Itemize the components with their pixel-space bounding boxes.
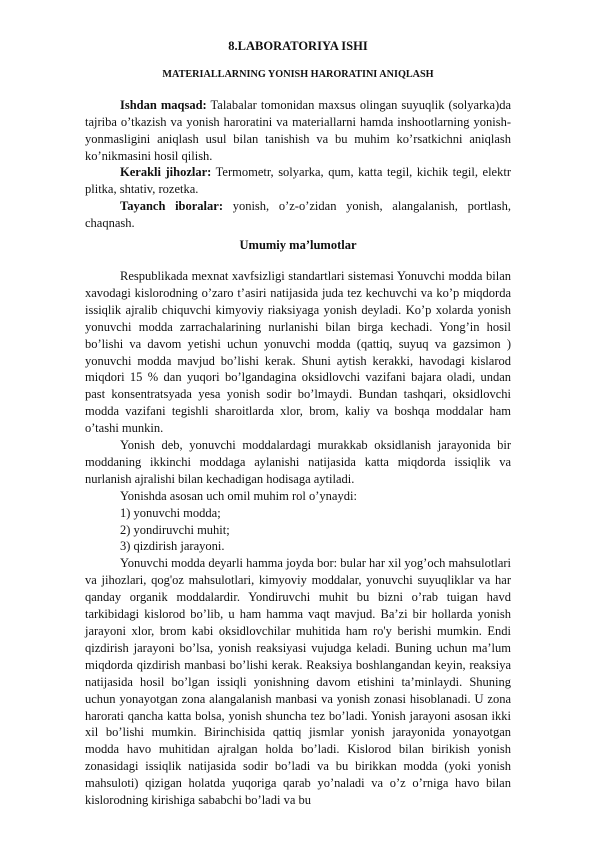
body-paragraph-4: Yonuvchi modda deyarli hamma joyda bor: bular har xil yog’och mahsulotlari va jihozlari, qog'oz mahsulotlari, kimyoviy moddalar, yonuvchi suyuqliklar va har qanday organik moddalardir. Yondiruvchi muhit bu bizni o’rab tuigan havd tarkibidagi kislorod bo’lib, u ham hamma vaqt mavjud. Ba’zi bir hollarda yonish jarayoni xlor, brom kabi oksidlovchilar muhitida ham ro'y berishi mumkin. Endi qizdirish jarayoni bo’lsa, yonish reaksiyasi vujudga keladi. Buning uchun ma’lum miqdorda qizdirish manbasi bo’lishi kerak. Reaksiya boshlangandan keyin, reaksiya natijasida hosil bo’lgan issiqli yonishning davom etishini ta’minlaydi. Shuning uchun yonayotgan zona alangalanish manbasi va yonish zonasi hisoblanadi. U zona harorati qancha katta bolsa, yonish shuncha tez bo’ladi. Yonish jarayoni asosan ikki xil bo’lishi mumkin. Birinchisida qattiq jismlar yonish jarayonida yonayotgan modda havo muhitidan ajralgan holda bo’ladi. Kislorod bilan birikish yonish zonasidagi issiqlik natijasida sodir bo’ladi va bu birikkan modda (yoki yonish mahsuloti) qizigan holatda yuqoriga qarab yo’naladi va o’z o’rniga havo bilan kislorodning kirishiga sababchi bo’ladi va bu: [85, 556, 512, 808]
list-item: 1) yonuvchi modda;: [120, 505, 221, 520]
terms-text: yonish, o’z-o’zidan yonish, alangalanish, portlash, chaqnash.: [85, 199, 511, 231]
section-heading: Umumiy ma’lumotlar: [239, 238, 357, 253]
lab-subtitle: MATERIALLARNING YONISH HARORATINI ANIQLASH: [162, 68, 434, 80]
terms-label: Tayanch iboralar:: [120, 199, 223, 214]
tools-paragraph: [85, 164, 511, 198]
list-item: 2) yondiruvchi muhit;: [120, 522, 230, 537]
goal-paragraph: [85, 97, 511, 165]
tools-label: Kerakli jihozlar:: [120, 165, 212, 180]
tools-text: Termometr, solyarka, qum, katta tegil, kichik tegil, elektr plitka, shtativ, rozetka.: [85, 165, 511, 197]
lab-title: 8.LABORATORIYA ISHI: [228, 39, 368, 53]
terms-paragraph: [85, 198, 511, 232]
body-paragraph-3: Yonishda asosan uch omil muhim rol o’ynaydi:: [120, 488, 357, 503]
body-paragraph-2: Yonish deb, yonuvchi moddalardagi murakkab oksidlanish jarayonida bir moddaning ikkinchi moddaga aylanishi natijasida katta miqdorda issiqlik va nurlanish ajralishi bilan kechadigan hodisaga aytiladi.: [85, 438, 511, 486]
list-item: 3) qizdirish jarayoni.: [120, 539, 225, 554]
goal-text: Talabalar tomonidan maxsus olingan suyuqlik (solyarka)da tajriba o’tkazish va yonish haroratini va materiallarni hamda inshootlarning yonish-yonmasligini aniqlash usul bilan tanishish va bu muhim ko’rsatkichni aniqlash ko’nikmasini hosil qilish.: [85, 97, 511, 163]
document-page: [85, 38, 511, 809]
goal-label: Ishdan maqsad:: [120, 97, 207, 112]
body-paragraph-1: Respublikada mexnat xavfsizligi standartlari sistemasi Yonuvchi modda bilan xavodagi kislorodning o’zaro t’asiri natijasida juda tez kechuvchi va ko’p miqdorda issiqlik ajralib chiquvchi kimyoviy riaksiyaga yonish deyladi. Ko’p xolarda yonish yonuvchi modda zarrachalarining nurlanishi bilan birga kechadi. Yong’in hosil bo’lishi va davom yetishi uchun yonuvchi modda (qattiq, suyuq va gazsimon ) yonuvchi modda mavjud bo’lishi kerak. Shuni aytish kerakki, havodagi kislarod miqdori 15 % dan yuqori bo’lgandagina oksidlovchi vazifani bajara oladi, undan past konsentratsyada yesa yonish sodir bo’lmaydi. Bundan tashqari, oksidlovchi modda vazifani tegishli sharoitlarda xlor, brom, kaliy va boshqa moddalar ham o’tashi munkin.: [85, 268, 511, 436]
